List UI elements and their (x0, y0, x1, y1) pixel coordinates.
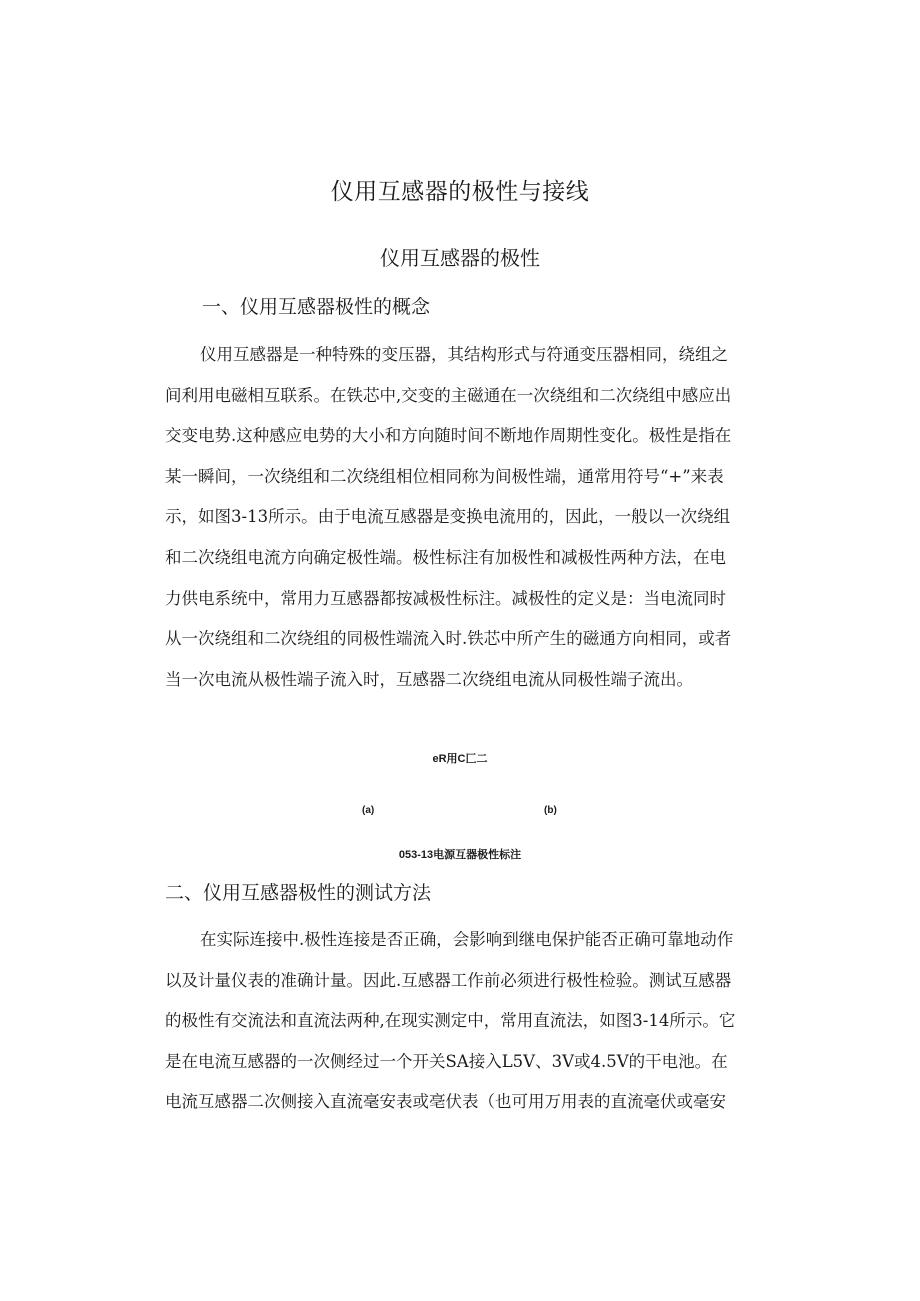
paragraph-line: 以及计量仪表的准确计量。因此.互感器工作前必须进行极性检验。测试互感器 (165, 970, 732, 990)
section-2-heading: 二、仪用互感器极性的测试方法 (165, 882, 432, 904)
paragraph-line: 交变电势.这种感应电势的大小和方向随时间不断地作周期性变化。极性是指在 (165, 426, 732, 446)
paragraph-line: 间利用电磁相互联系。在铁芯中,交变的主磁通在一次绕组和二次绕组中感应出 (165, 385, 732, 405)
figure-label-a: (a) (362, 805, 375, 816)
paragraph-line: 的极性有交流法和直流法两种,在现实测定中，常用直流法，如图3-14所示。它 (165, 1011, 736, 1031)
section-1-heading: 一、仪用互感器极性的概念 (202, 296, 431, 318)
paragraph-line: 仪用互感器是一种特殊的变压器，其结构形式与符通变压器相同，绕组之 (200, 345, 728, 364)
paragraph-line: 电流互感器二次侧接入直流毫安表或亳伏表（也可用万用表的直流毫伏或毫安 (165, 1092, 726, 1112)
figure-caption: 053-13电源互器极性标注 (398, 849, 522, 861)
figure-top-label: eR用C匚二 (432, 753, 488, 765)
paragraph-line: 在实际连接中.极性连接是否正确，会影响到继电保护能否正确可靠地动作 (200, 930, 734, 949)
document-subtitle: 仪用互感器的极性 (380, 246, 540, 270)
paragraph-line: 从一次绕组和二次绕组的同极性端流入时.铁芯中所产生的磁通方向相同，或者 (165, 629, 732, 649)
paragraph-line: 某一瞬间，一次绕组和二次绕组相位相同称为间极性端，通常用符号“+”来表 (165, 466, 724, 486)
paragraph-line: 当一次电流从极性端子流入时，互感器二次绕组电流从同极性端子流出。 (165, 669, 693, 689)
paragraph-line: 示，如图3-13所示。由于电流互感器是变换电流用的，因此，一般以一次绕组 (165, 507, 731, 527)
section-1-paragraph (165, 335, 755, 700)
paragraph-line: 和二次绕组电流方向确定极性端。极性标注有加极性和减极性两种方法，在电 (165, 547, 726, 567)
paragraph-line: 是在电流互感器的一次侧经过一个开关SA接入L5V、3V或4.5V的干电池。在 (165, 1051, 728, 1071)
section-2-paragraph (165, 920, 755, 1123)
document-title: 仪用互感器的极性与接线 (330, 179, 590, 205)
figure-label-b: (b) (544, 805, 557, 816)
paragraph-line: 力供电系统中，常用力互感器都按减极性标注。减极性的定义是：当电流同时 (165, 588, 726, 608)
